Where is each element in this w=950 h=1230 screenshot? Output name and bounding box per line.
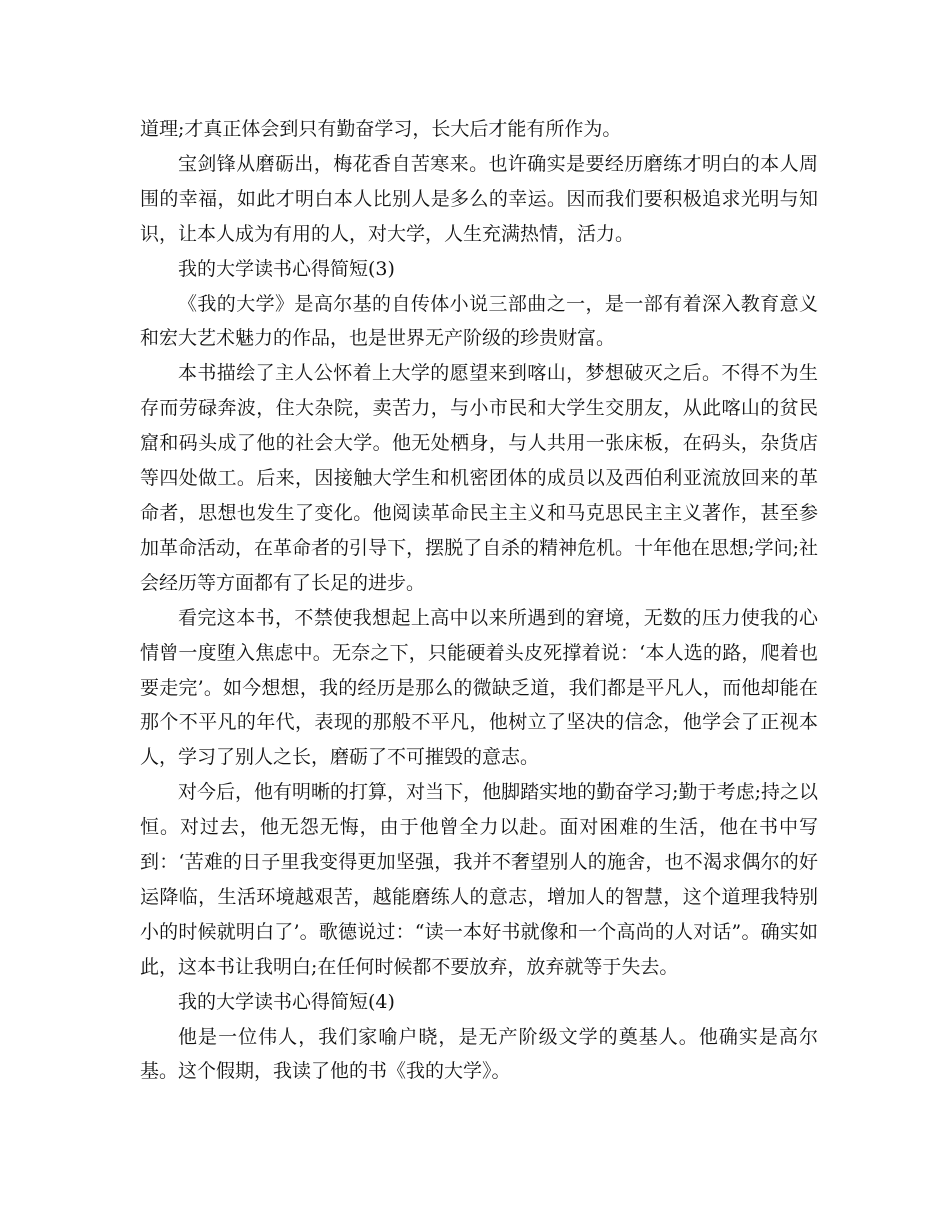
paragraph: 看完这本书，不禁使我想起上高中以来所遇到的窘境，无数的压力使我的心情曾一度堕入焦虑中。无奈之下，只能硬着头皮死撑着说：‘本人选的路，爬着也要走完’。如今想想，我的经历是那么的微缺乏道，我们都是平凡人，而他却能在那个不平凡的年代，表现的那般不平凡，他树立了坚决的信念，他学会了正视本人，学习了别人之长，磨砺了不可摧毁的意志。	[140, 606, 818, 769]
document-body	[140, 112, 818, 1089]
paragraph: 《我的大学》是高尔基的自传体小说三部曲之一，是一部有着深入教育意义和宏大艺术魅力的作品，也是世界无产阶级的珍贵财富。	[140, 292, 818, 350]
paragraph: 宝剑锋从磨砺出，梅花香自苦寒来。也许确实是要经历磨练才明白的本人周围的幸福，如此才明白本人比别人是多么的幸运。因而我们要积极追求光明与知识，让本人成为有用的人，对大学，人生充满热情，活力。	[140, 152, 818, 245]
paragraph-continuation: 道理;才真正体会到只有勤奋学习，长大后才能有所作为。	[140, 118, 622, 140]
section-heading: 我的大学读书心得简短(4)	[178, 990, 395, 1013]
paragraph: 对今后，他有明晰的打算，对当下，他脚踏实地的勤奋学习;勤于考虑;持之以恒。对过去，他无怨无悔，由于他曾全力以赴。面对困难的生活，他在书中写到：‘苦难的日子里我变得更加坚强，我并不奢望别人的施舍，也不渴求偶尔的好运降临，生活环境越艰苦，越能磨练人的意志，增加人的智慧，这个道理我特别小的时候就明白了’。歌德说过：“读一本好书就像和一个高尚的人对话”。确实如此，这本书让我明白;在任何时候都不要放弃，放弃就等于失去。	[140, 781, 818, 978]
paragraph: 本书描绘了主人公怀着上大学的愿望来到喀山，梦想破灭之后。不得不为生存而劳碌奔波，住大杂院，卖苦力，与小市民和大学生交朋友，从此喀山的贫民窟和码头成了他的社会大学。他无处栖身，与人共用一张床板，在码头，杂货店等四处做工。后来，因接触大学生和机密团体的成员以及西伯利亚流放回来的革命者，思想也发生了变化。他阅读革命民主主义和马克思民主主义著作，甚至参加革命活动，在革命者的引导下，摆脱了自杀的精神危机。十年他在思想;学问;社会经历等方面都有了长足的进步。	[140, 362, 818, 594]
paragraph: 他是一位伟人，我们家喻户晓，是无产阶级文学的奠基人。他确实是高尔基。这个假期，我读了他的书《我的大学》。	[140, 1025, 818, 1083]
section-heading: 我的大学读书心得简短(3)	[178, 257, 395, 280]
